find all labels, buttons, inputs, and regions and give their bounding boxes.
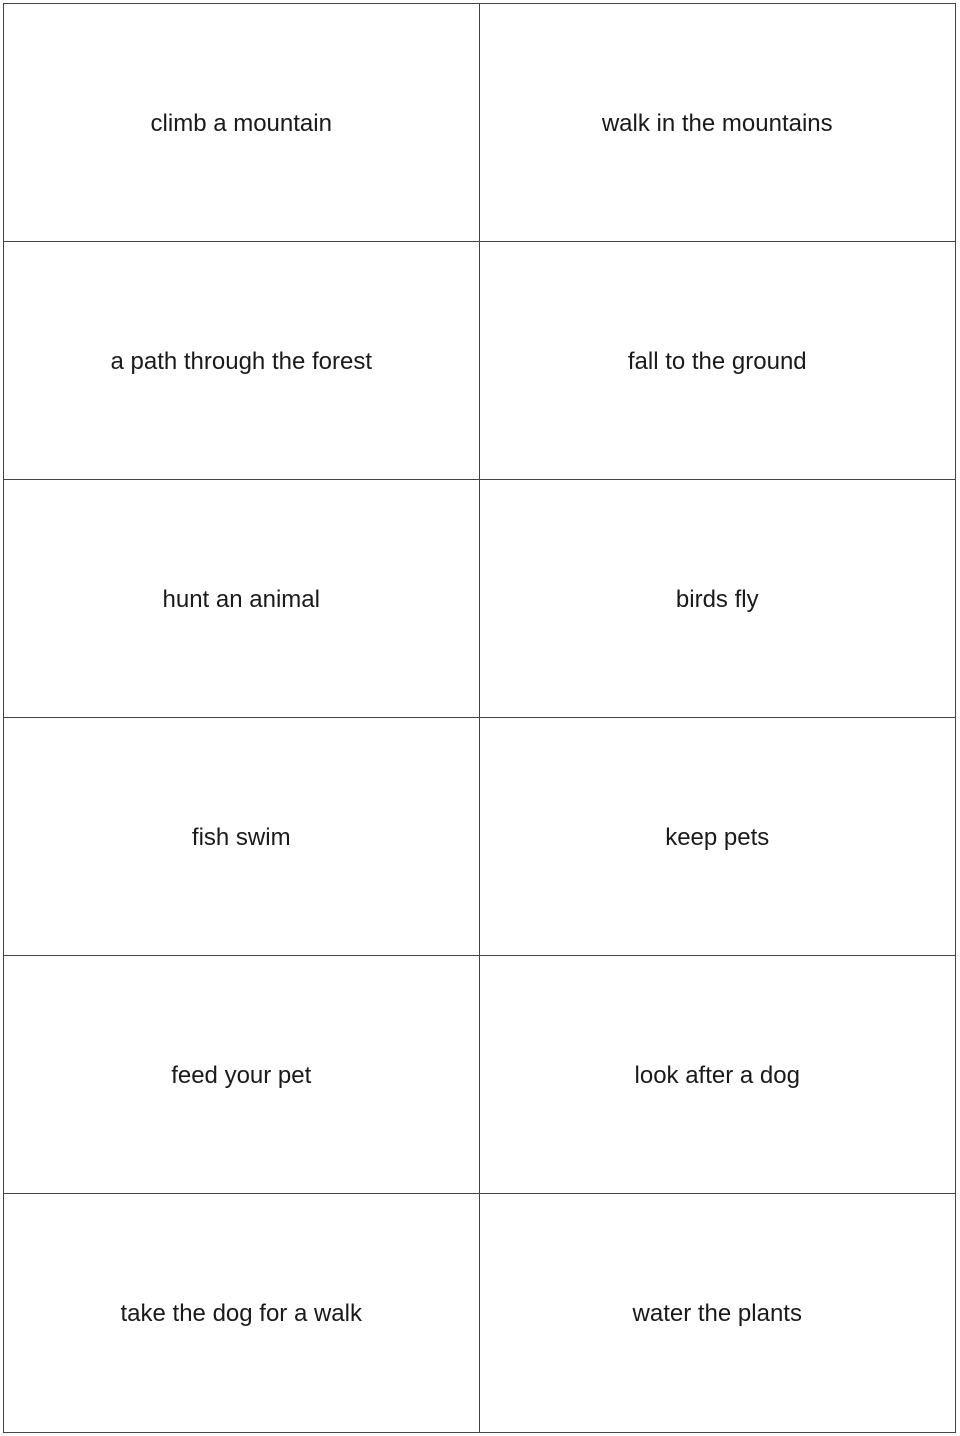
card-feed-your-pet [4, 956, 480, 1194]
card-label: fish swim [191, 824, 291, 851]
card-label: hunt an animal [162, 586, 320, 613]
card-label: walk in the mountains [601, 110, 833, 137]
card-a-path-through-the-forest [4, 242, 480, 480]
card-label: water the plants [632, 1300, 802, 1327]
card-label: birds fly [675, 586, 759, 613]
card-label: fall to the ground [627, 348, 807, 375]
card-climb-a-mountain [4, 4, 480, 242]
card-fish-swim [4, 718, 480, 956]
card-birds-fly [480, 480, 956, 718]
card-grid [3, 3, 956, 1433]
card-label: take the dog for a walk [120, 1300, 362, 1327]
card-take-the-dog-for-a-walk [4, 1194, 480, 1432]
card-fall-to-the-ground [480, 242, 956, 480]
card-keep-pets [480, 718, 956, 956]
card-label: look after a dog [634, 1062, 800, 1089]
card-label: feed your pet [171, 1062, 312, 1089]
card-walk-in-the-mountains [480, 4, 956, 242]
card-water-the-plants [480, 1194, 956, 1432]
card-look-after-a-dog [480, 956, 956, 1194]
card-hunt-an-animal [4, 480, 480, 718]
card-label: keep pets [665, 824, 770, 851]
card-label: climb a mountain [150, 110, 332, 137]
card-label: a path through the forest [110, 348, 372, 375]
